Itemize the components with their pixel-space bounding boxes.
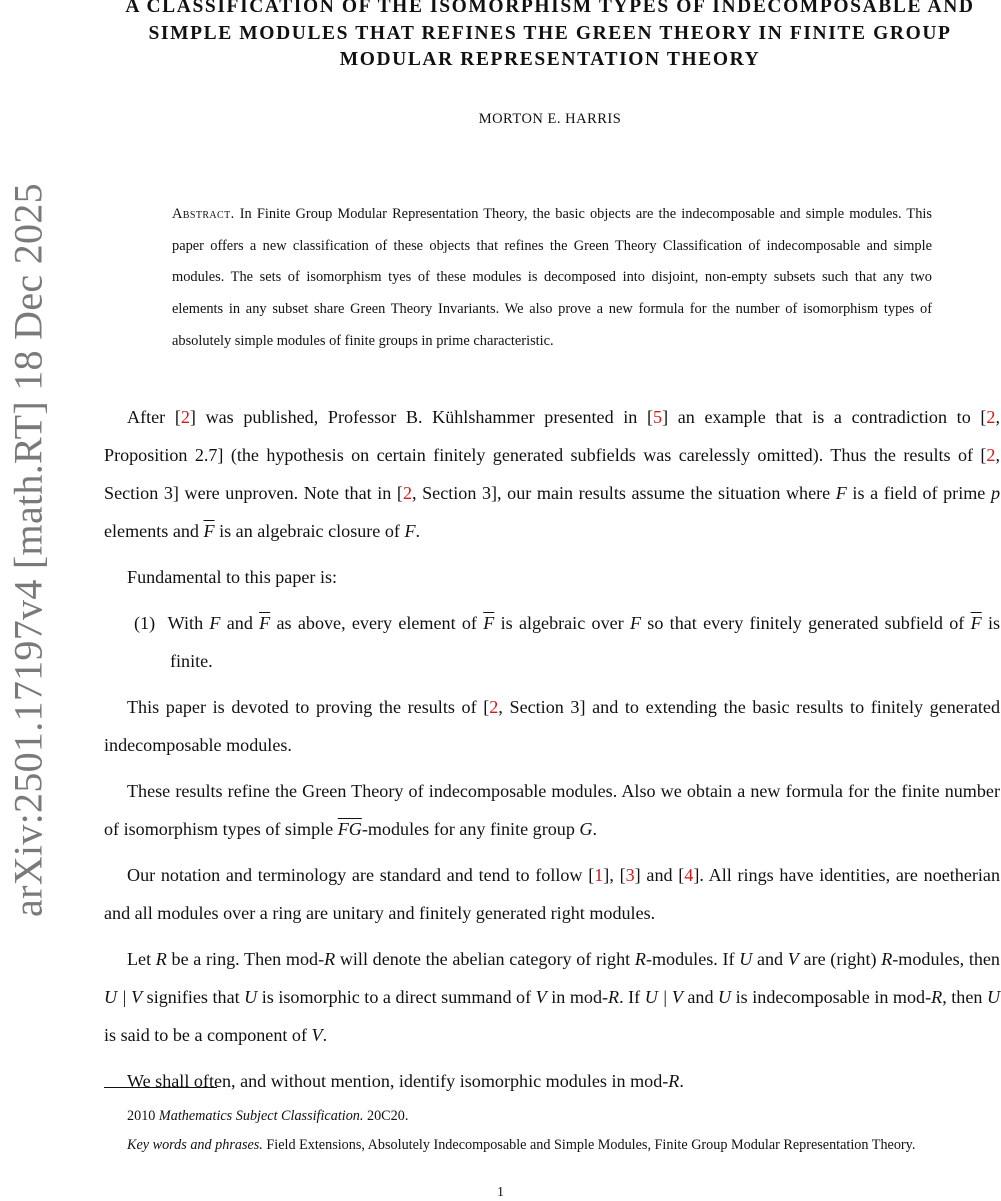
math-symbol: V [535, 987, 547, 1007]
math-symbol: $\overline{F}$ [483, 613, 495, 633]
math-symbol: $\overline{F}$ [203, 521, 215, 541]
math-symbol: F [404, 521, 416, 541]
math-symbol: V [787, 949, 799, 969]
citation-link[interactable]: 2 [986, 445, 996, 465]
math-symbol: U | V [644, 987, 683, 1007]
enumerated-item: (1) With F and $\overline{F}$ as above, every element of $\overline{F}$ is algebraic over F so that every finitely generated subfield of $\overline{F}$ is finite. [134, 613, 1001, 671]
paragraph: After [2] was published, Professor B. Kühlshammer presented in [5] an example that is a contradiction to [2, Proposition 2.7] (the hypothesis on certain finitely generated subfields was carelessly omitted). Thus the results of [2, Section 3] were unproven. Note that in [2, Section 3], our main results assume the situation where F is a field of prime p elements and $\overline{F}$ is an algebraic closure of F. [104, 407, 1000, 541]
math-symbol: U [739, 949, 753, 969]
math-symbol: R [931, 987, 943, 1007]
math-symbol: G [579, 819, 593, 839]
math-symbol: R [881, 949, 893, 969]
arxiv-identifier: arXiv:2501.17197v4 [math.RT] 18 Dec 2025 [5, 183, 51, 917]
title-line: A CLASSIFICATION OF THE ISOMORPHISM TYPES OF INDECOMPOSABLE AND [125, 0, 975, 17]
citation-link[interactable]: 2 [180, 407, 190, 427]
title-line: MODULAR REPRESENTATION THEORY [339, 49, 761, 70]
abstract-text: In Finite Group Modular Representation Theory, the basic objects are the indecomposable and simple modules. This paper offers a new classification of these objects that refines the Green Theory Classification of indecomposable and simple modules. The sets of isomorphism tyes of these modules is decomposed into disjoint, non-empty subsets such that any two elements in any subset share Green Theory Invariants. We also prove a new formula for the number of isomorphism types of absolutely simple modules of finite groups in prime characteristic. [172, 206, 932, 349]
math-symbol: R [324, 949, 336, 969]
math-symbol: U [718, 987, 732, 1007]
citation-link[interactable]: 2 [489, 697, 499, 717]
footnote-rule [104, 1087, 217, 1088]
page-number: 1 [497, 1185, 504, 1200]
footnotes [104, 1102, 1000, 1160]
citation-link[interactable]: 1 [594, 865, 604, 885]
citation-link[interactable]: 4 [684, 865, 694, 885]
citation-link[interactable]: 2 [986, 407, 996, 427]
math-symbol: p [990, 483, 1000, 503]
body-text [104, 398, 1000, 1100]
item-label: (1) [134, 613, 156, 633]
math-symbol: F [209, 613, 221, 633]
math-symbol: R [155, 949, 167, 969]
author-name: MORTON E. HARRIS [478, 111, 622, 127]
paragraph: These results refine the Green Theory of indecomposable modules. Also we obtain a new formula for the finite number of isomorphism types of simple $\overline{FG}$-modules for any finite group G. [104, 781, 1000, 839]
citation-link[interactable]: 3 [625, 865, 635, 885]
keywords-footnote: Key words and phrases. Field Extensions, Absolutely Indecomposable and Simple Modules, Finite Group Modular Representation Theory. [127, 1137, 916, 1153]
math-symbol: F [835, 483, 847, 503]
math-symbol: R [668, 1071, 680, 1091]
math-symbol: $\overline{F}$ [259, 613, 271, 633]
msc-footnote: 2010 Mathematics Subject Classification. 20C20. [127, 1108, 409, 1124]
paragraph: Fundamental to this paper is: [127, 567, 338, 587]
math-symbol: U | V [104, 987, 143, 1007]
paragraph: Let R be a ring. Then mod-R will denote the abelian category of right R-modules. If U and V are (right) R-modules, then U | V signifies that U is isomorphic to a direct summand of V in mod-R. If U | V and U is indecomposable in mod-R, then U is said to be a component of V. [104, 949, 1001, 1045]
math-symbol: R [608, 987, 620, 1007]
math-symbol: F [629, 613, 642, 633]
math-symbol: $\overline{F}$ [970, 613, 982, 633]
math-symbol: V [311, 1025, 323, 1045]
abstract [172, 199, 932, 358]
paragraph: This paper is devoted to proving the results of [2, Section 3] and to extending the basic results to finitely generated indecomposable modules. [104, 697, 1000, 755]
paragraph: We shall often, and without mention, identify isomorphic modules in mod-R. [127, 1071, 684, 1091]
title-line: SIMPLE MODULES THAT REFINES THE GREEN THEORY IN FINITE GROUP [148, 22, 952, 44]
math-symbol: U [244, 987, 258, 1007]
paper-title [100, 0, 1000, 74]
citation-link[interactable]: 5 [653, 407, 663, 427]
math-symbol: $\overline{FG}$ [337, 819, 362, 839]
citation-link[interactable]: 2 [402, 483, 412, 503]
abstract-label: Abstract. [172, 206, 235, 222]
math-symbol: U [986, 987, 1001, 1007]
math-symbol: R [634, 949, 646, 969]
paragraph: Our notation and terminology are standard and tend to follow [1], [3] and [4]. All rings have identities, are noetherian and all modules over a ring are unitary and finitely generated right modules. [104, 865, 1001, 923]
